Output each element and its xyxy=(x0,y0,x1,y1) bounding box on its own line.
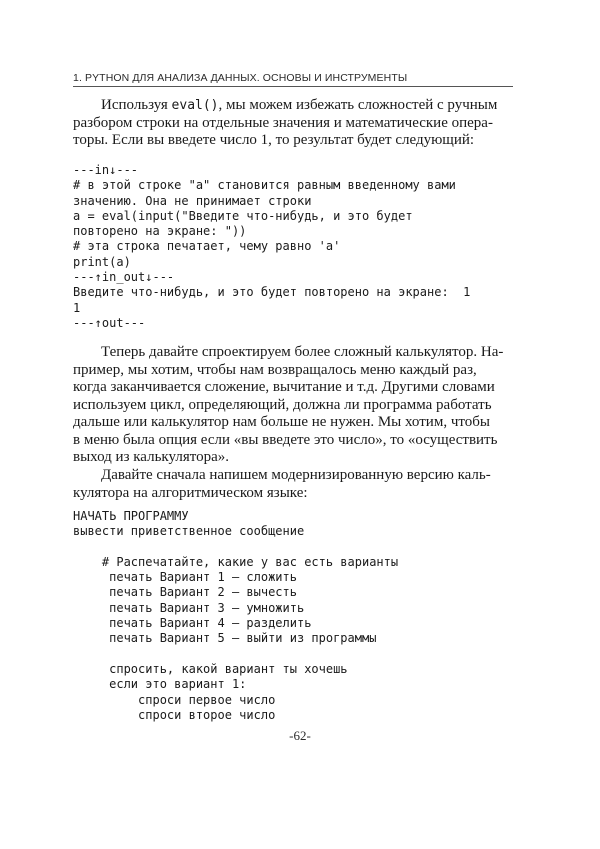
pseudocode-line: печать Вариант 4 — разделить xyxy=(73,616,312,631)
code-line: Введите что-нибудь, и это будет повторено на экране: 1 xyxy=(73,285,471,300)
pseudocode-line: спроси первое число xyxy=(73,692,276,707)
paragraph-line: дальше или калькулятор нам больше не нужен. Мы хотим, чтобы xyxy=(73,414,490,430)
pseudocode-line: если это вариант 1: xyxy=(73,677,247,692)
paragraph-line: используем цикл, определяющий, должна ли программа работать xyxy=(73,396,492,413)
pseudocode-line: печать Вариант 2 — вычесть xyxy=(73,585,297,600)
intro-paragraph xyxy=(73,97,513,150)
pseudocode-line: спросить, какой вариант ты хочешь xyxy=(73,661,348,676)
paragraph-line: Теперь давайте спроектируем более сложный калькулятор. На- xyxy=(101,344,504,360)
code-line: a = eval(input("Введите что-нибудь, и это будет xyxy=(73,208,413,223)
pseudocode-line: печать Вариант 3 — умножить xyxy=(73,600,305,615)
code-line: 1 xyxy=(73,300,81,315)
paragraph-line: когда заканчивается сложение, вычитание и т.д. Другими словами xyxy=(73,379,495,395)
code-line: # в этой строке "a" становится равным введенному вами xyxy=(73,178,456,193)
header-rule xyxy=(73,86,513,87)
pseudocode-line: спроси второе число xyxy=(73,707,276,722)
code-line: ---↑out--- xyxy=(73,315,146,330)
pseudocode-line: печать Вариант 1 — сложить xyxy=(73,570,297,585)
pseudocode-line: вывести приветственное сообщение xyxy=(73,524,305,539)
eval-code-inline: eval() xyxy=(171,98,219,113)
pseudocode-block xyxy=(73,509,518,723)
pseudocode-line: печать Вариант 5 — выйти из программы xyxy=(73,631,377,646)
paragraph-line: Давайте сначала напишем модернизированную версию каль- xyxy=(101,467,491,483)
pseudocode-line: # Распечатайте, какие у вас есть варианты xyxy=(73,554,399,569)
paragraph-line: в меню была опция если «вы введете это число», то «осуществить xyxy=(73,431,498,448)
intro-line-1: Используя eval(), мы можем избежать сложностей с ручным xyxy=(101,97,498,113)
intro-line-2: разбором строки на отдельные значения и математические опера- xyxy=(73,114,493,131)
code-line: значению. Она не принимает строки xyxy=(73,193,312,208)
algorithm-paragraph xyxy=(73,467,513,502)
pseudocode-line xyxy=(73,647,518,662)
code-line: print(a) xyxy=(73,254,131,269)
pseudocode-line xyxy=(73,540,518,555)
page-number: -62- xyxy=(289,728,311,743)
example-code-block xyxy=(73,163,518,331)
intro-line-3: торы. Если вы введете число 1, то результат будет следующий: xyxy=(73,132,475,148)
code-line: ---↑in_out↓--- xyxy=(73,270,175,285)
paragraph-line: пример, мы хотим, чтобы нам возвращалось меню каждый раз, xyxy=(73,361,477,378)
calculator-paragraph xyxy=(73,344,513,467)
paragraph-line: кулятора на алгоритмическом языке: xyxy=(73,484,308,501)
paragraph-line: выход из калькулятора». xyxy=(73,449,229,465)
pseudocode-line: НАЧАТЬ ПРОГРАММУ xyxy=(73,509,189,523)
code-line: # эта строка печатает, чему равно 'a' xyxy=(73,239,341,254)
running-head: 1. PYTHON ДЛЯ АНАЛИЗА ДАННЫХ. ОСНОВЫ И ИНСТРУМЕНТЫ xyxy=(73,72,408,84)
code-line: повторено на экране: ")) xyxy=(73,224,247,239)
code-line: ---in↓--- xyxy=(73,163,139,177)
